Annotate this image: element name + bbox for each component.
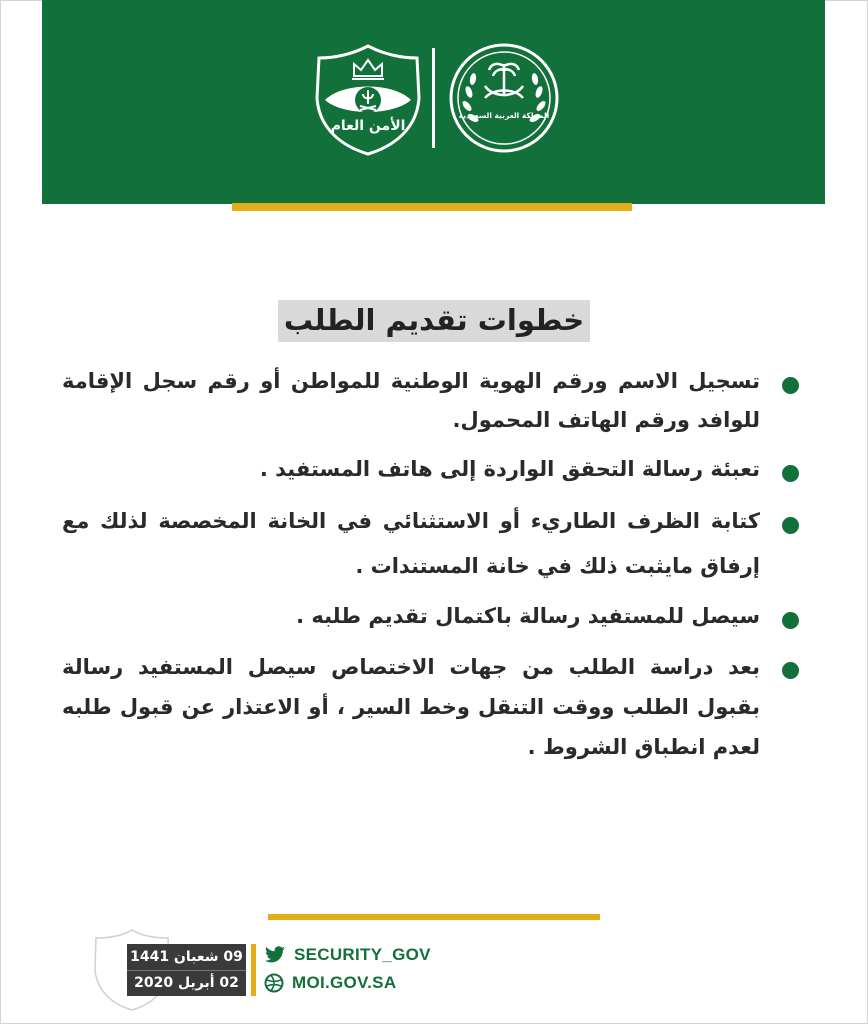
footer-gold-divider <box>268 914 600 920</box>
step-item <box>62 499 802 589</box>
step-text: بعد دراسة الطلب من جهات الاختصاص سيصل المستفيد رسالة بقبول الطلب ووقت التنقل وخط السير ، أو الاعتذار عن قبول طلبه لعدم انطباق الشروط . <box>62 655 760 759</box>
public-security-logo <box>313 42 423 157</box>
ministry-emblem-text: المملكة العربية السعودية <box>458 111 550 120</box>
step-text: كتابة الظرف الطاريء أو الاستثنائي في الخانة المخصصة لذلك مع إرفاق مايثبت ذلك في خانة المستندات . <box>62 509 760 578</box>
gregorian-date: 02 أبريل 2020 <box>134 975 239 991</box>
ministry-emblem <box>447 42 561 154</box>
title-area <box>0 300 868 342</box>
step-text: تعبئة رسالة التحقق الواردة إلى هاتف المستفيد . <box>259 457 760 481</box>
steps-list <box>62 362 802 767</box>
bullet-dot-icon <box>782 662 799 679</box>
twitter-handle[interactable]: SECURITY_GOV <box>294 945 431 964</box>
step-item <box>62 647 802 767</box>
step-item <box>62 362 802 440</box>
bullet-dot-icon <box>782 465 799 482</box>
footer-gold-bar <box>251 944 256 996</box>
page-title: خطوات تقديم الطلب <box>278 300 590 342</box>
twitter-row[interactable] <box>264 943 431 967</box>
hijri-date: 09 شعبان 1441 <box>127 944 246 971</box>
step-text: تسجيل الاسم ورقم الهوية الوطنية للمواطن أو رقم سجل الإقامة للوافد ورقم الهاتف المحمول. <box>62 369 760 432</box>
step-item <box>62 597 802 636</box>
website-row[interactable] <box>264 971 396 995</box>
step-text: سيصل للمستفيد رسالة باكتمال تقديم طلبه . <box>296 604 760 628</box>
logo-divider <box>432 48 435 148</box>
date-box <box>127 944 246 996</box>
eye-icon <box>325 87 411 114</box>
twitter-icon <box>264 946 286 964</box>
website-link[interactable]: MOI.GOV.SA <box>292 973 397 992</box>
bullet-dot-icon <box>782 612 799 629</box>
public-security-logo-text: الأمن العام <box>330 118 406 134</box>
palm-swords-icon <box>485 64 523 98</box>
globe-icon <box>264 973 284 993</box>
crown-icon <box>352 60 384 79</box>
bullet-dot-icon <box>782 517 799 534</box>
step-item <box>62 450 802 489</box>
bullet-dot-icon <box>782 377 799 394</box>
header-gold-divider <box>232 203 632 211</box>
